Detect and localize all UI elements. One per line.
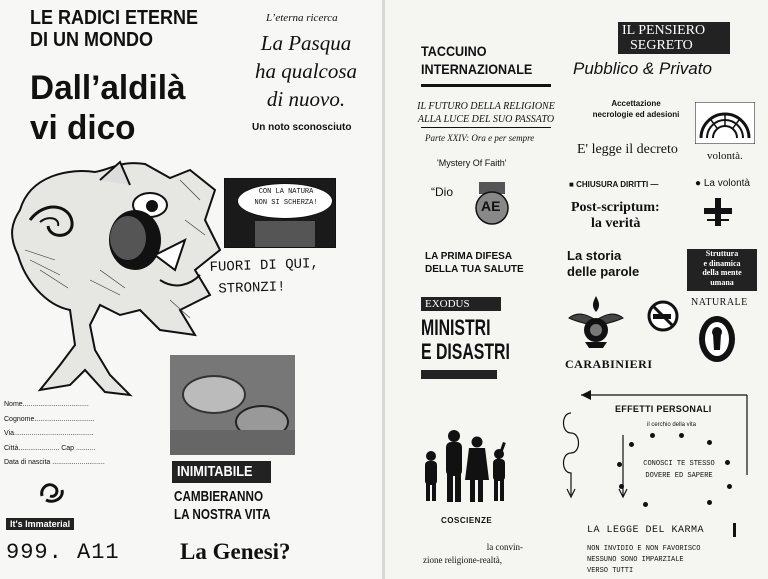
dio-line: “Dio: [431, 185, 454, 199]
struttura-box: [687, 249, 757, 291]
volonta-text: volontà.: [707, 150, 743, 162]
family-silhouette: [417, 428, 515, 504]
accettazione-line-2: necrologie ed adesioni: [592, 110, 680, 119]
pensiero-line-1: IL PENSIERO: [622, 23, 706, 38]
form-field-via[interactable]: Via.........................................: [4, 430, 94, 437]
karma-text: [587, 544, 700, 577]
storia-line-2: delle parole: [567, 264, 640, 279]
difesa-line-2: DELLA TUA SALUTE: [425, 264, 524, 275]
accettazione-text: [581, 98, 691, 120]
decreto-title: E' legge il decreto: [577, 142, 678, 157]
struttura-line-3: della mente: [702, 268, 742, 277]
karma-line-3: VERSO TUTTI: [587, 567, 634, 575]
taccuino-line-2: INTERNAZIONALE: [421, 61, 533, 77]
right-page: [385, 0, 768, 579]
speech-main-line-2: STRONZI!: [218, 279, 286, 298]
subscription-form: [4, 398, 114, 471]
storia-title: [567, 248, 639, 280]
headline: [30, 68, 189, 148]
form-field-nascita[interactable]: Data di nascita ...........................: [4, 459, 105, 466]
kicker: [30, 7, 217, 51]
difesa-line-1: LA PRIMA DIFESA: [425, 251, 513, 262]
genesis-title: La Genesi?: [180, 539, 291, 564]
carabinieri-emblem-icon: [565, 292, 627, 350]
ae-logo-icon: AE: [473, 180, 511, 226]
food-photo: [170, 355, 295, 455]
difesa-headline: [425, 250, 524, 276]
easter-title-line-2: ha qualcosa: [254, 59, 358, 83]
easter-kicker: L’eterna ricerca: [266, 12, 338, 24]
taccuino-headline: [421, 43, 545, 79]
speech-small: [243, 187, 329, 209]
effetti-title: EFFETTI PERSONALI: [615, 404, 712, 414]
carabinieri-label: CARABINIERI: [565, 357, 653, 371]
chiusura-label: ■ CHIUSURA DIRITTI —: [569, 180, 659, 189]
mystery-line: 'Mystery Of Faith': [437, 158, 507, 168]
form-field-citta[interactable]: Città..................... Cap ..........: [4, 444, 96, 452]
karma-title: LA LEGGE DEL KARMA: [587, 525, 705, 536]
brand-bar: It's Immaterial: [6, 518, 74, 530]
pensiero-bar: [618, 22, 730, 54]
parliament-icon: [695, 102, 755, 144]
taccuino-line-1: TACCUINO: [421, 43, 487, 59]
cross-icon: [703, 197, 733, 227]
convinzione-line-1: la convin-: [486, 542, 523, 552]
no-smoking-icon: [647, 300, 679, 332]
speech-panel: [224, 178, 336, 248]
naturale-label: NATURALE: [691, 297, 748, 308]
post-line-1: Post-scriptum:: [571, 200, 660, 215]
headline-line-1: Dall’aldilà: [30, 69, 186, 107]
catalog-code: 999. A11: [6, 540, 120, 565]
accettazione-line-1: Accettazione: [611, 99, 661, 108]
conosci-text: [633, 458, 725, 482]
post-scriptum: [571, 200, 660, 232]
speech-small-line-2: NON SI SCHERZA!: [254, 199, 318, 207]
taccuino-rule: [421, 84, 551, 87]
volonta2-label: ● La volontà: [695, 178, 750, 189]
ministri-rule: [421, 370, 497, 379]
futuro-title: [415, 100, 557, 126]
form-field-nome[interactable]: Nome..................................: [4, 401, 89, 408]
parte-line: Parte XXIV: Ora e per sempre: [425, 133, 535, 143]
post-line-2: la verità: [591, 216, 641, 231]
speech-main: [209, 253, 320, 301]
conosci-line-2: DOVERE ED SAPERE: [645, 472, 713, 480]
easter-title: [250, 29, 362, 113]
headline-line-2: vi dico: [30, 109, 136, 147]
convinzione-line-2: zione religione-realtà,: [423, 555, 502, 565]
easter-byline: Un noto sconosciuto: [252, 122, 352, 133]
exodus-bar: EXODUS: [421, 297, 501, 311]
pensiero-line-2: SEGRETO: [630, 38, 693, 53]
left-page: [0, 0, 383, 579]
storia-line-1: La storia: [567, 248, 622, 263]
futuro-line-2: ALLA LUCE DEL SUO PASSATO: [417, 114, 555, 125]
coscienze-label: COSCIENZE: [441, 516, 493, 525]
keyhole-icon: [697, 314, 737, 364]
speech-small-line-1: CON LA NATURA: [258, 188, 314, 196]
karma-bar: [733, 523, 736, 537]
ministri-line-2: E DISASTRI: [421, 339, 510, 364]
inimitabile-bar: INIMITABILE: [172, 461, 271, 483]
ministri-line-1: MINISTRI: [421, 315, 491, 340]
ministri-headline: [421, 316, 544, 364]
kicker-line-1: LE RADICI ETERNE: [30, 7, 199, 29]
pubblico-title: Pubblico & Privato: [573, 59, 712, 78]
convinzione-text: [423, 541, 523, 567]
form-field-cognome[interactable]: Cognome...............................: [4, 415, 95, 423]
kicker-line-2: DI UN MONDO: [30, 29, 154, 51]
karma-line-2: NESSUNO SONO IMPARZIALE: [587, 556, 684, 564]
struttura-line-4: umana: [710, 277, 734, 287]
easter-title-line-1: La Pasqua: [260, 31, 352, 55]
swirl-logo-icon: [38, 478, 66, 504]
change-line-2: LA NOSTRA VITA: [174, 506, 271, 523]
struttura-line-1: Struttura: [705, 249, 739, 258]
speech-main-line-1: FUORI DI QUI,: [209, 256, 320, 276]
struttura-line-2: e dinamica: [703, 258, 741, 268]
futuro-line-1: IL FUTURO DELLA RELIGIONE: [417, 101, 555, 112]
change-line-1: CAMBIERANNO: [174, 488, 264, 505]
conosci-line-1: CONOSCI TE STESSO: [643, 460, 715, 468]
easter-title-line-3: di nuovo.: [266, 87, 346, 111]
cerchio-label: il cerchio della vita: [647, 422, 697, 428]
change-headline: [174, 488, 298, 524]
karma-line-1: NON INVIDIO E NON FAVORISCO: [587, 545, 701, 553]
